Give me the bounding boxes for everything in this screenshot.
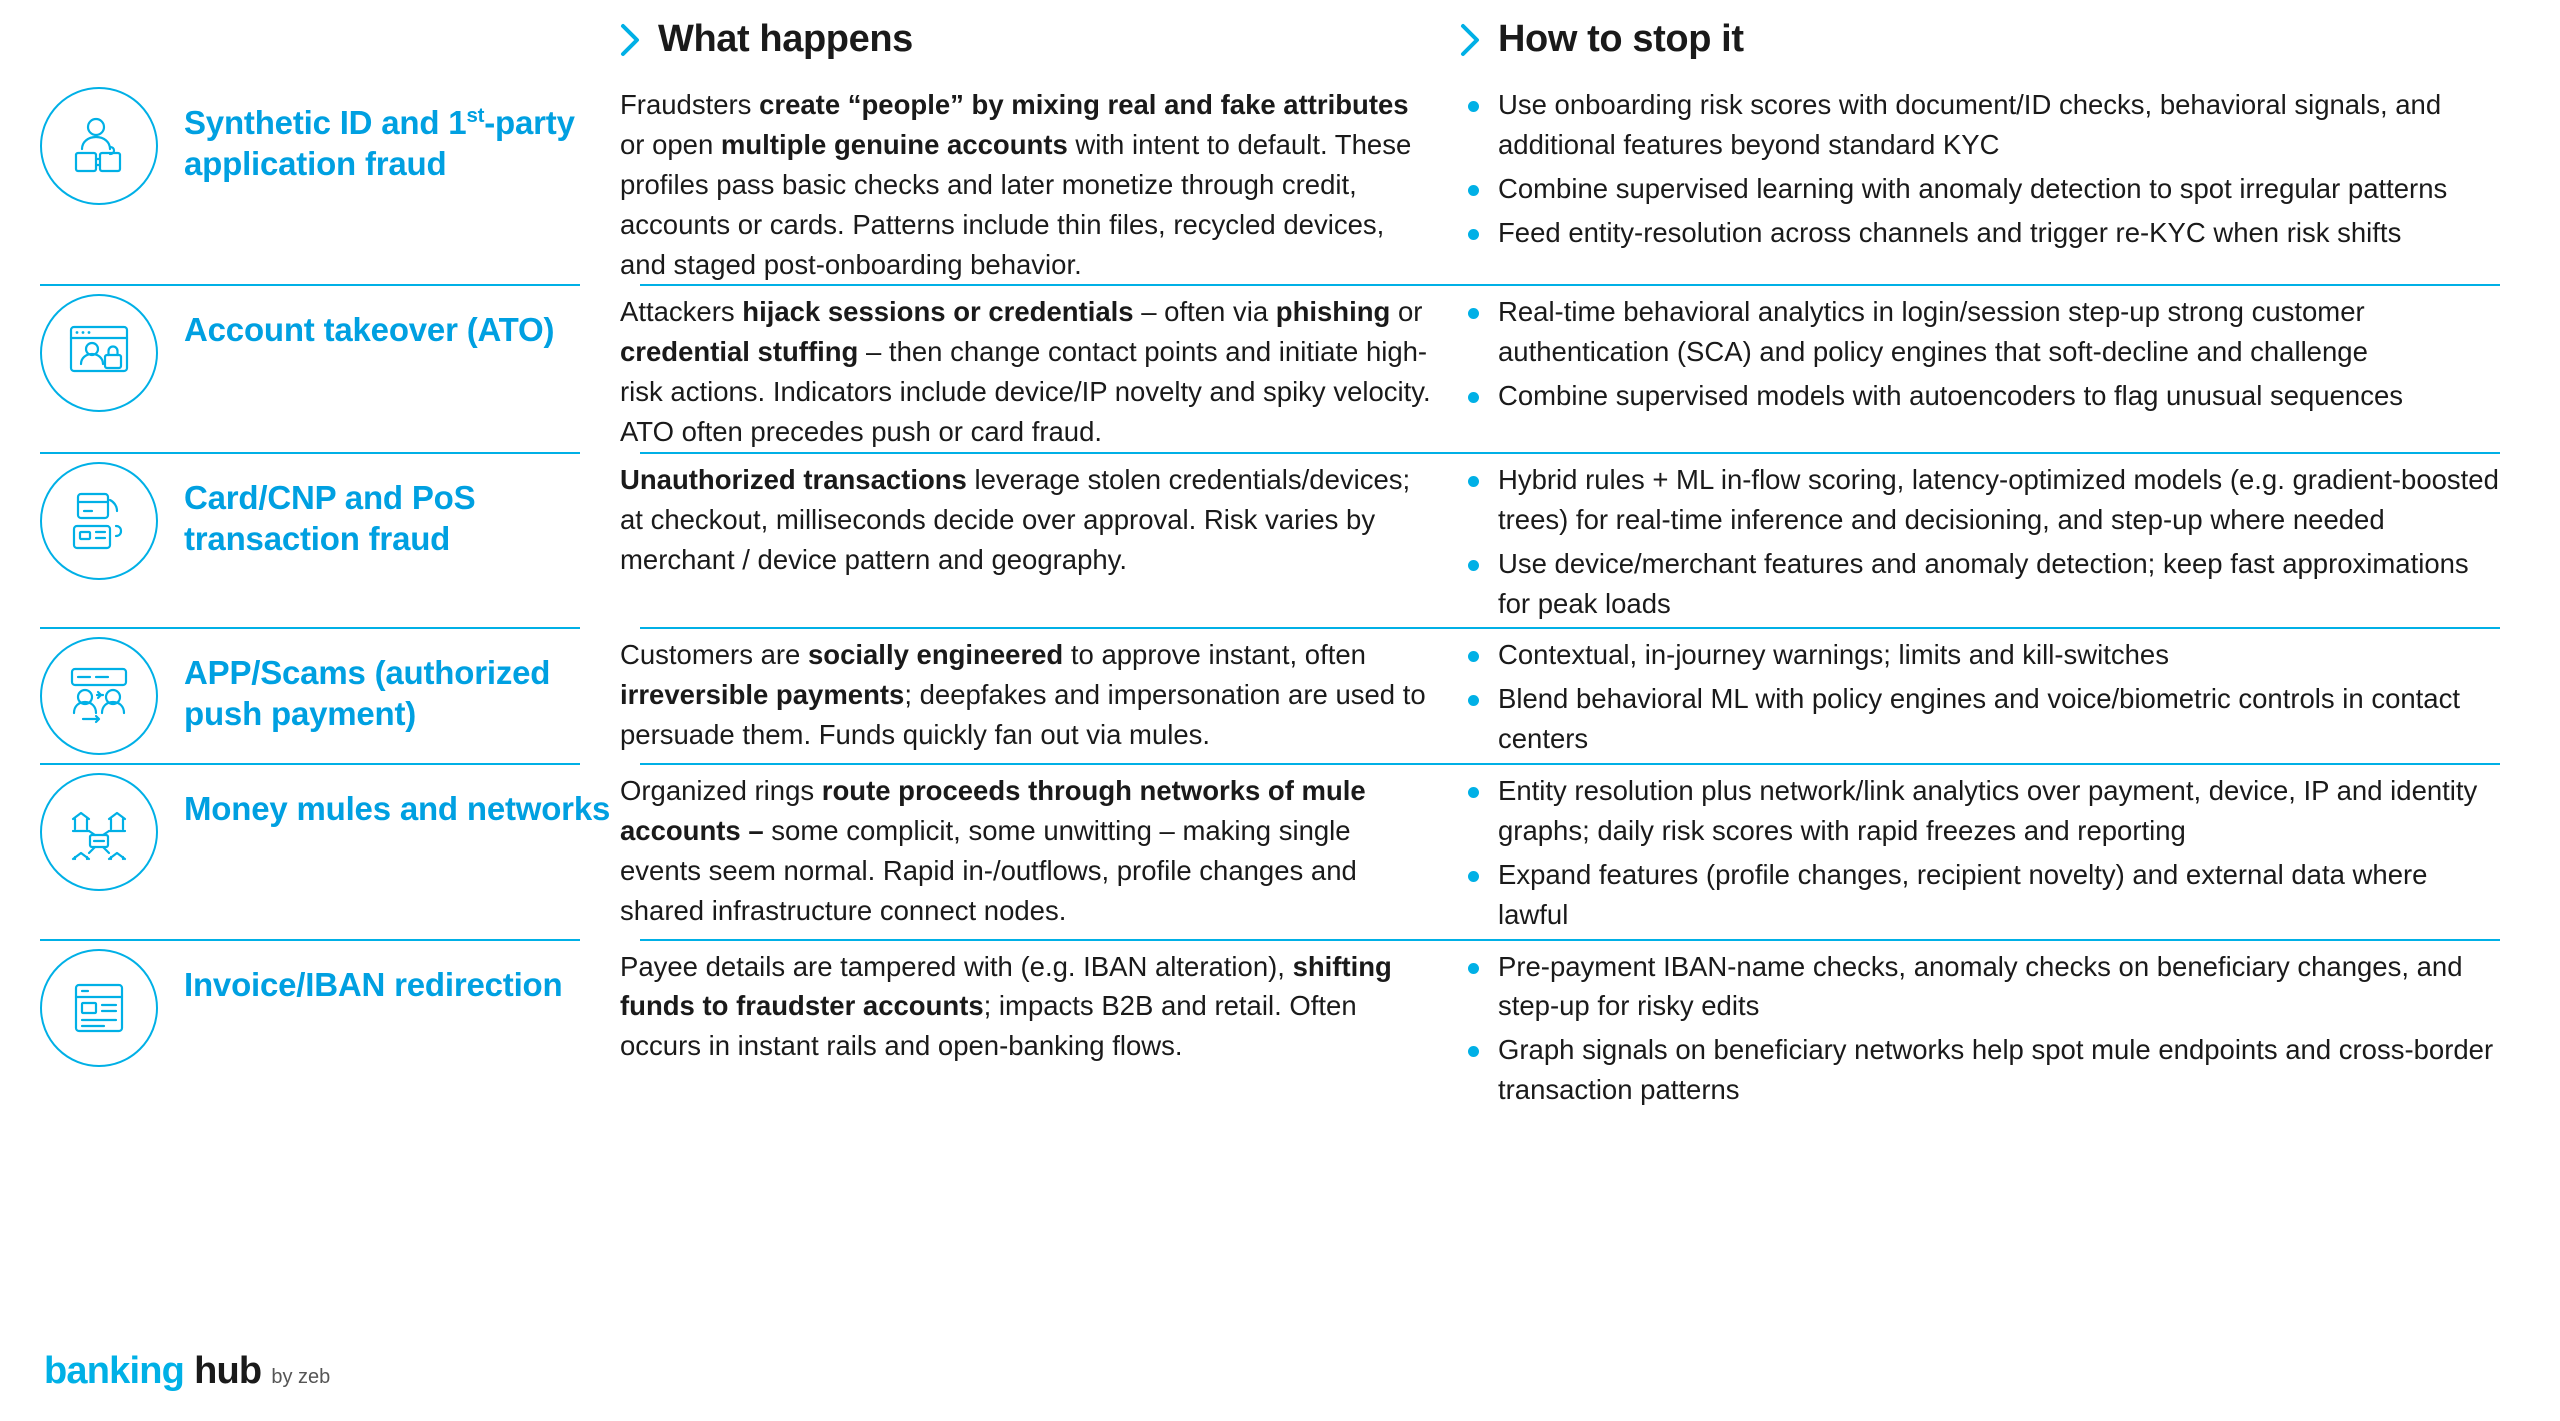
logo-hub-text: hub	[194, 1350, 262, 1392]
how-to-stop-it-cell	[1460, 284, 2500, 420]
fraud-type-label-cell	[0, 284, 620, 412]
what-happens-cell	[620, 627, 1460, 755]
row-divider-right	[640, 939, 2500, 941]
how-to-stop-it-cell	[1460, 763, 2500, 939]
header-what-happens	[620, 18, 1460, 61]
fraud-type-label-cell	[0, 627, 620, 755]
fraud-type-title: APP/Scams (authorized push payment)	[184, 654, 551, 733]
table-row	[0, 77, 2500, 284]
how-to-stop-it-cell	[1460, 77, 2500, 257]
mitigation-list	[1460, 460, 2500, 624]
what-happens-text: Fraudsters create “people” by mixing real and fake attributes or open multiple genuine accounts with intent to default. These profiles pass basic checks and later monetize through credit, accounts or cards. Patterns include thin files, recycled devices, and staged post-onboarding behavior.	[620, 89, 1412, 280]
row-divider-right	[640, 627, 2500, 629]
fraud-type-rows	[0, 77, 2500, 1114]
fraud-type-label-cell	[0, 452, 620, 580]
app-scams-social-engineering-icon	[40, 637, 158, 755]
fraud-type-title: Account takeover (ATO)	[184, 311, 555, 349]
money-mules-network-banks-icon	[40, 773, 158, 891]
list-item: Expand features (profile changes, recipient novelty) and external data where lawful	[1460, 855, 2500, 935]
mitigation-list	[1460, 947, 2500, 1111]
how-to-stop-it-cell	[1460, 627, 2500, 763]
list-item: Blend behavioral ML with policy engines and voice/biometric controls in contact centers	[1460, 679, 2500, 759]
header-what-happens-label: What happens	[658, 18, 913, 60]
logo-by-zeb-text: by zeb	[271, 1366, 331, 1388]
what-happens-cell	[620, 763, 1460, 931]
row-divider-left	[40, 939, 580, 941]
chevron-right-icon	[620, 23, 642, 57]
account-takeover-browser-lock-icon	[40, 294, 158, 412]
invoice-iban-redirection-icon	[40, 949, 158, 1067]
how-to-stop-it-cell	[1460, 452, 2500, 628]
header-how-to-stop-it	[1460, 18, 2500, 61]
fraud-type-label-cell	[0, 939, 620, 1067]
synthetic-id-person-puzzle-icon	[40, 87, 158, 205]
card-cnp-pos-payment-icon	[40, 462, 158, 580]
table-row	[0, 939, 2500, 1115]
row-divider-right	[640, 284, 2500, 286]
list-item: Use device/merchant features and anomaly detection; keep fast approximations for peak loads	[1460, 544, 2500, 624]
mitigation-list	[1460, 635, 2500, 759]
list-item: Combine supervised models with autoencoders to flag unusual sequences	[1460, 376, 2500, 416]
bankinghub-logo	[44, 1350, 330, 1393]
fraud-type-title: Money mules and networks	[184, 790, 611, 827]
column-headers	[0, 0, 2500, 61]
list-item: Graph signals on beneficiary networks help spot mule endpoints and cross-border transaction patterns	[1460, 1030, 2500, 1110]
what-happens-text: Customers are socially engineered to approve instant, often irreversible payments; deepfakes and impersonation are used to persuade them. Funds quickly fan out via mules.	[620, 639, 1426, 751]
list-item: Contextual, in-journey warnings; limits and kill-switches	[1460, 635, 2500, 675]
fraud-type-title: Invoice/IBAN redirection	[184, 965, 563, 1003]
table-row	[0, 627, 2500, 763]
chevron-right-icon	[1460, 23, 1482, 57]
fraud-type-title: Card/CNP and PoS transaction fraud	[184, 478, 476, 557]
list-item: Entity resolution plus network/link analytics over payment, device, IP and identity graphs; daily risk scores with rapid freezes and reporting	[1460, 771, 2500, 851]
what-happens-text: Payee details are tampered with (e.g. IBAN alteration), shifting funds to fraudster accounts; impacts B2B and retail. Often occurs in instant rails and open-banking flows.	[620, 950, 1392, 1062]
list-item: Combine supervised learning with anomaly detection to spot irregular patterns	[1460, 169, 2500, 209]
row-divider-right	[640, 452, 2500, 454]
table-row	[0, 284, 2500, 452]
what-happens-cell	[620, 77, 1460, 284]
mitigation-list	[1460, 85, 2500, 253]
row-divider-left	[40, 627, 580, 629]
what-happens-cell	[620, 284, 1460, 452]
list-item: Use onboarding risk scores with document/ID checks, behavioral signals, and additional features beyond standard KYC	[1460, 85, 2500, 165]
fraud-type-label-cell	[0, 77, 620, 205]
list-item: Real-time behavioral analytics in login/session step-up strong customer authentication (SCA) and policy engines that soft-decline and challenge	[1460, 292, 2500, 372]
row-divider-left	[40, 763, 580, 765]
how-to-stop-it-cell	[1460, 939, 2500, 1115]
what-happens-text: Attackers hijack sessions or credentials – often via phishing or credential stuffing – then change contact points and initiate high-risk actions. Indicators include device/IP novelty and spiky velocity. ATO often precedes push or card fraud.	[620, 296, 1431, 447]
what-happens-text: Organized rings route proceeds through networks of mule accounts – some complicit, some unwitting – making single events seem normal. Rapid in-/outflows, profile changes and shared infrastructure connect nodes.	[620, 775, 1366, 926]
logo-banking-text: banking	[44, 1350, 185, 1392]
list-item: Hybrid rules + ML in-flow scoring, latency-optimized models (e.g. gradient-boosted trees) for real-time inference and decisioning, and step-up where needed	[1460, 460, 2500, 540]
fraud-type-title: Synthetic ID and 1st-party application fraud	[184, 104, 575, 182]
mitigation-list	[1460, 771, 2500, 935]
what-happens-cell	[620, 939, 1460, 1067]
fraud-type-label-cell	[0, 763, 620, 891]
row-divider-left	[40, 452, 580, 454]
what-happens-text: Unauthorized transactions leverage stolen credentials/devices; at checkout, milliseconds decide over approval. Risk varies by merchant / device pattern and geography.	[620, 463, 1411, 575]
header-how-to-stop-it-label: How to stop it	[1498, 18, 1744, 60]
row-divider-left	[40, 284, 580, 286]
table-row	[0, 763, 2500, 939]
what-happens-cell	[620, 452, 1460, 580]
row-divider-right	[640, 763, 2500, 765]
list-item: Feed entity-resolution across channels and trigger re-KYC when risk shifts	[1460, 213, 2500, 253]
list-item: Pre-payment IBAN-name checks, anomaly checks on beneficiary changes, and step-up for risky edits	[1460, 947, 2500, 1027]
mitigation-list	[1460, 292, 2500, 416]
table-row	[0, 452, 2500, 628]
